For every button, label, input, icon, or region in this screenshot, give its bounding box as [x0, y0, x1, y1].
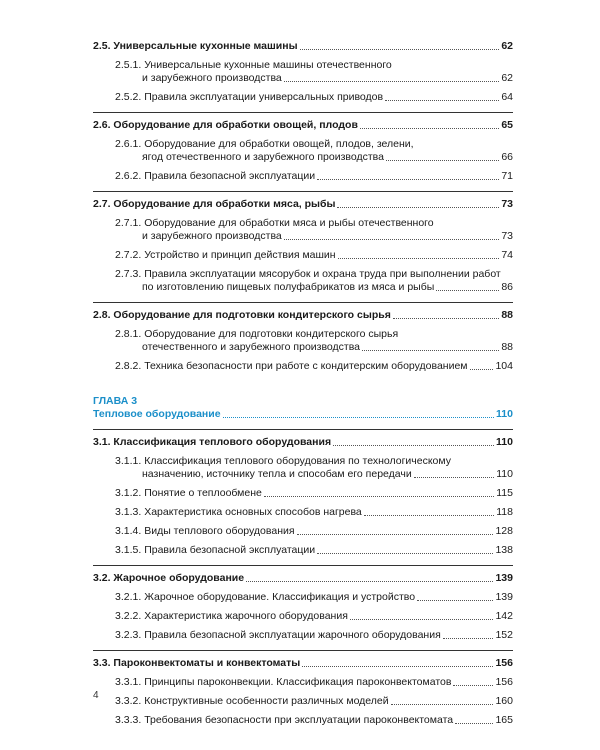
dot-leader	[453, 685, 493, 686]
entry-first-line	[115, 455, 513, 468]
dot-leader	[338, 258, 500, 259]
entry-last-line	[115, 151, 513, 164]
toc-entry[interactable]	[93, 610, 513, 623]
entry-number: 3.3.2.	[115, 695, 142, 707]
entry-number: 3.2.3.	[115, 629, 142, 641]
toc-entry[interactable]	[93, 591, 513, 604]
entry-first-line	[115, 59, 513, 72]
dot-leader	[317, 179, 499, 180]
dot-leader	[386, 160, 499, 161]
entry-title: Конструктивные особенности различных моделей	[144, 695, 389, 707]
dot-leader	[333, 445, 494, 446]
entry-number: 3.1.5.	[115, 544, 142, 556]
entry-text	[115, 591, 415, 604]
chapter-title: Тепловое оборудование	[93, 408, 221, 420]
entry-first-line	[115, 268, 513, 281]
entry-title: Классификация теплового оборудования по технологическому	[144, 455, 451, 467]
chapter-title-row[interactable]	[93, 408, 513, 421]
entry-number: 3.1.4.	[115, 525, 142, 537]
entry-last-line	[115, 281, 513, 294]
entry-number: 3.1.2.	[115, 487, 142, 499]
toc-entry[interactable]	[93, 249, 513, 262]
entry-page: 66	[501, 151, 513, 163]
entry-title: Устройство и принцип действия машин	[144, 249, 336, 261]
entry-title-cont: и зарубежного производства	[142, 72, 282, 84]
toc-entry[interactable]	[93, 487, 513, 500]
section-page: 88	[501, 309, 513, 321]
entry-last-line	[115, 341, 513, 354]
section-row[interactable]	[93, 650, 513, 670]
section-page: 110	[496, 436, 513, 448]
dot-leader	[393, 318, 499, 319]
entry-last-line	[115, 468, 513, 481]
entry-title-cont: назначению, источнику тепла и способам его передачи	[142, 468, 412, 480]
entry-number: 2.6.2.	[115, 170, 142, 182]
entry-text	[115, 506, 362, 519]
entry-title: Жарочное оборудование. Классификация и устройство	[144, 591, 416, 603]
table-of-contents	[93, 40, 513, 727]
entry-page: 152	[495, 629, 513, 641]
chapter-label: ГЛАВА 3	[93, 395, 138, 407]
toc-entry[interactable]	[93, 59, 513, 85]
toc-entry[interactable]	[93, 695, 513, 708]
entry-first-line	[115, 138, 513, 151]
entry-page: 142	[495, 610, 513, 622]
section-page: 139	[495, 572, 513, 584]
entry-text	[115, 249, 336, 262]
section-row[interactable]	[93, 565, 513, 585]
section-title: 3.3. Пароконвектоматы и конвектоматы	[93, 657, 301, 669]
entry-first-line	[115, 217, 513, 230]
section-row[interactable]	[93, 302, 513, 322]
entry-title: Правила эксплуатации универсальных приводов	[144, 91, 384, 103]
entry-title: Правила эксплуатации мясорубок и охрана труда при выполнении работ	[144, 268, 501, 280]
entry-title: Техника безопасности при работе с кондитерским оборудованием	[144, 360, 468, 372]
entry-text	[115, 487, 262, 500]
entry-title: Правила безопасной эксплуатации	[144, 544, 316, 556]
section-title: 3.2. Жарочное оборудование	[93, 572, 245, 584]
entry-title: Правила безопасной эксплуатации	[144, 170, 316, 182]
dot-leader	[284, 239, 500, 240]
entry-title-cont: по изготовлению пищевых полуфабрикатов из мяса и рыбы	[142, 281, 435, 293]
dot-leader	[470, 369, 494, 370]
entry-title: Принципы пароконвекции. Классификация пароконвектоматов	[144, 676, 452, 688]
dot-leader	[337, 207, 499, 208]
section-title: 2.8. Оборудование для подготовки кондитерского сырья	[93, 309, 391, 321]
dot-leader	[300, 49, 500, 50]
entry-page: 165	[495, 714, 513, 726]
toc-entry[interactable]	[93, 328, 513, 354]
entry-title: Понятие о теплообмене	[144, 487, 262, 499]
entry-title: Виды теплового оборудования	[144, 525, 295, 537]
entry-page: 73	[501, 230, 513, 242]
toc-entry[interactable]	[93, 138, 513, 164]
entry-title-cont: ягод отечественного и зарубежного производства	[142, 151, 384, 163]
toc-entry[interactable]	[93, 91, 513, 104]
entry-number: 2.7.3.	[115, 268, 142, 280]
section-page: 73	[501, 198, 513, 210]
entry-page: 156	[495, 676, 513, 688]
entry-text	[115, 714, 453, 727]
section-title: 2.5. Универсальные кухонные машины	[93, 40, 298, 52]
toc-entry[interactable]	[93, 525, 513, 538]
entry-page: 115	[496, 487, 513, 499]
dot-leader	[302, 666, 493, 667]
dot-leader	[362, 350, 499, 351]
dot-leader	[364, 515, 494, 516]
chapter-page: 110	[496, 408, 513, 420]
dot-leader	[350, 619, 494, 620]
entry-number: 2.8.2.	[115, 360, 142, 372]
section-page: 62	[501, 40, 513, 52]
toc-part-1	[93, 40, 513, 373]
entry-number: 2.6.1.	[115, 138, 142, 150]
entry-number: 2.5.2.	[115, 91, 142, 103]
dot-leader	[385, 100, 499, 101]
entry-title: Оборудование для обработки овощей, плодов, зелени,	[144, 138, 414, 150]
entry-number: 3.3.3.	[115, 714, 142, 726]
entry-page: 104	[495, 360, 513, 372]
entry-title: Правила безопасной эксплуатации жарочного оборудования	[144, 629, 441, 641]
toc-entry[interactable]	[93, 544, 513, 557]
entry-page: 110	[496, 468, 513, 480]
toc-entry[interactable]	[93, 714, 513, 727]
entry-page: 139	[495, 591, 513, 603]
dot-leader	[297, 534, 494, 535]
entry-title: Требования безопасности при эксплуатации пароконвектомата	[144, 714, 454, 726]
dot-leader	[360, 128, 499, 129]
dot-leader	[443, 638, 494, 639]
section-row[interactable]	[93, 112, 513, 132]
entry-last-line	[115, 72, 513, 85]
entry-page: 64	[501, 91, 513, 103]
entry-page: 138	[495, 544, 513, 556]
entry-text	[115, 544, 315, 557]
entry-number: 2.7.1.	[115, 217, 142, 229]
section-row[interactable]	[93, 429, 513, 449]
entry-title: Характеристика жарочного оборудования	[144, 610, 348, 622]
entry-text	[115, 91, 383, 104]
entry-number: 3.2.1.	[115, 591, 142, 603]
dot-leader	[417, 600, 493, 601]
entry-number: 3.1.1.	[115, 455, 142, 467]
toc-part-2	[93, 429, 513, 727]
section-page: 156	[495, 657, 513, 669]
entry-page: 62	[501, 72, 513, 84]
entry-page: 86	[501, 281, 513, 293]
entry-number: 2.7.2.	[115, 249, 142, 261]
entry-number: 3.3.1.	[115, 676, 142, 688]
dot-leader	[414, 477, 495, 478]
toc-entry[interactable]	[93, 506, 513, 519]
entry-page: 160	[495, 695, 513, 707]
dot-leader	[246, 581, 493, 582]
entry-number: 2.8.1.	[115, 328, 142, 340]
dot-leader	[436, 290, 499, 291]
dot-leader	[317, 553, 493, 554]
toc-entry[interactable]	[93, 268, 513, 294]
section-title: 2.6. Оборудование для обработки овощей, плодов	[93, 119, 358, 131]
entry-number: 2.5.1.	[115, 59, 142, 71]
section-row[interactable]	[93, 191, 513, 211]
entry-text	[115, 695, 389, 708]
section-page: 65	[501, 119, 513, 131]
dot-leader	[284, 81, 500, 82]
section-row[interactable]	[93, 40, 513, 53]
entry-title: Оборудование для подготовки кондитерского сырья	[144, 328, 399, 340]
entry-title: Оборудование для обработки мяса и рыбы отечественного	[144, 217, 434, 229]
toc-entry[interactable]	[93, 360, 513, 373]
entry-text	[115, 629, 441, 642]
toc-entry[interactable]	[93, 170, 513, 183]
entry-text	[115, 360, 468, 373]
entry-text	[115, 525, 295, 538]
entry-first-line	[115, 328, 513, 341]
dot-leader	[455, 723, 493, 724]
entry-text	[115, 170, 315, 183]
section-title: 3.1. Классификация теплового оборудования	[93, 436, 332, 448]
page-number: 4	[93, 690, 99, 701]
entry-number: 3.1.3.	[115, 506, 142, 518]
entry-number: 3.2.2.	[115, 610, 142, 622]
entry-page: 88	[501, 341, 513, 353]
section-title: 2.7. Оборудование для обработки мяса, рыбы	[93, 198, 336, 210]
dot-leader	[264, 496, 494, 497]
entry-page: 71	[501, 170, 513, 182]
dot-leader	[223, 417, 495, 418]
toc-entry[interactable]	[93, 676, 513, 689]
entry-page: 118	[496, 506, 513, 518]
entry-title: Характеристика основных способов нагрева	[144, 506, 362, 518]
entry-last-line	[115, 230, 513, 243]
dot-leader	[391, 704, 494, 705]
entry-text	[115, 610, 348, 623]
entry-title: Универсальные кухонные машины отечественного	[144, 59, 392, 71]
toc-entry[interactable]	[93, 217, 513, 243]
toc-entry[interactable]	[93, 629, 513, 642]
entry-text	[115, 676, 451, 689]
entry-title-cont: и зарубежного производства	[142, 230, 282, 242]
entry-page: 74	[501, 249, 513, 261]
entry-page: 128	[495, 525, 513, 537]
toc-entry[interactable]	[93, 455, 513, 481]
entry-title-cont: отечественного и зарубежного производства	[142, 341, 361, 353]
